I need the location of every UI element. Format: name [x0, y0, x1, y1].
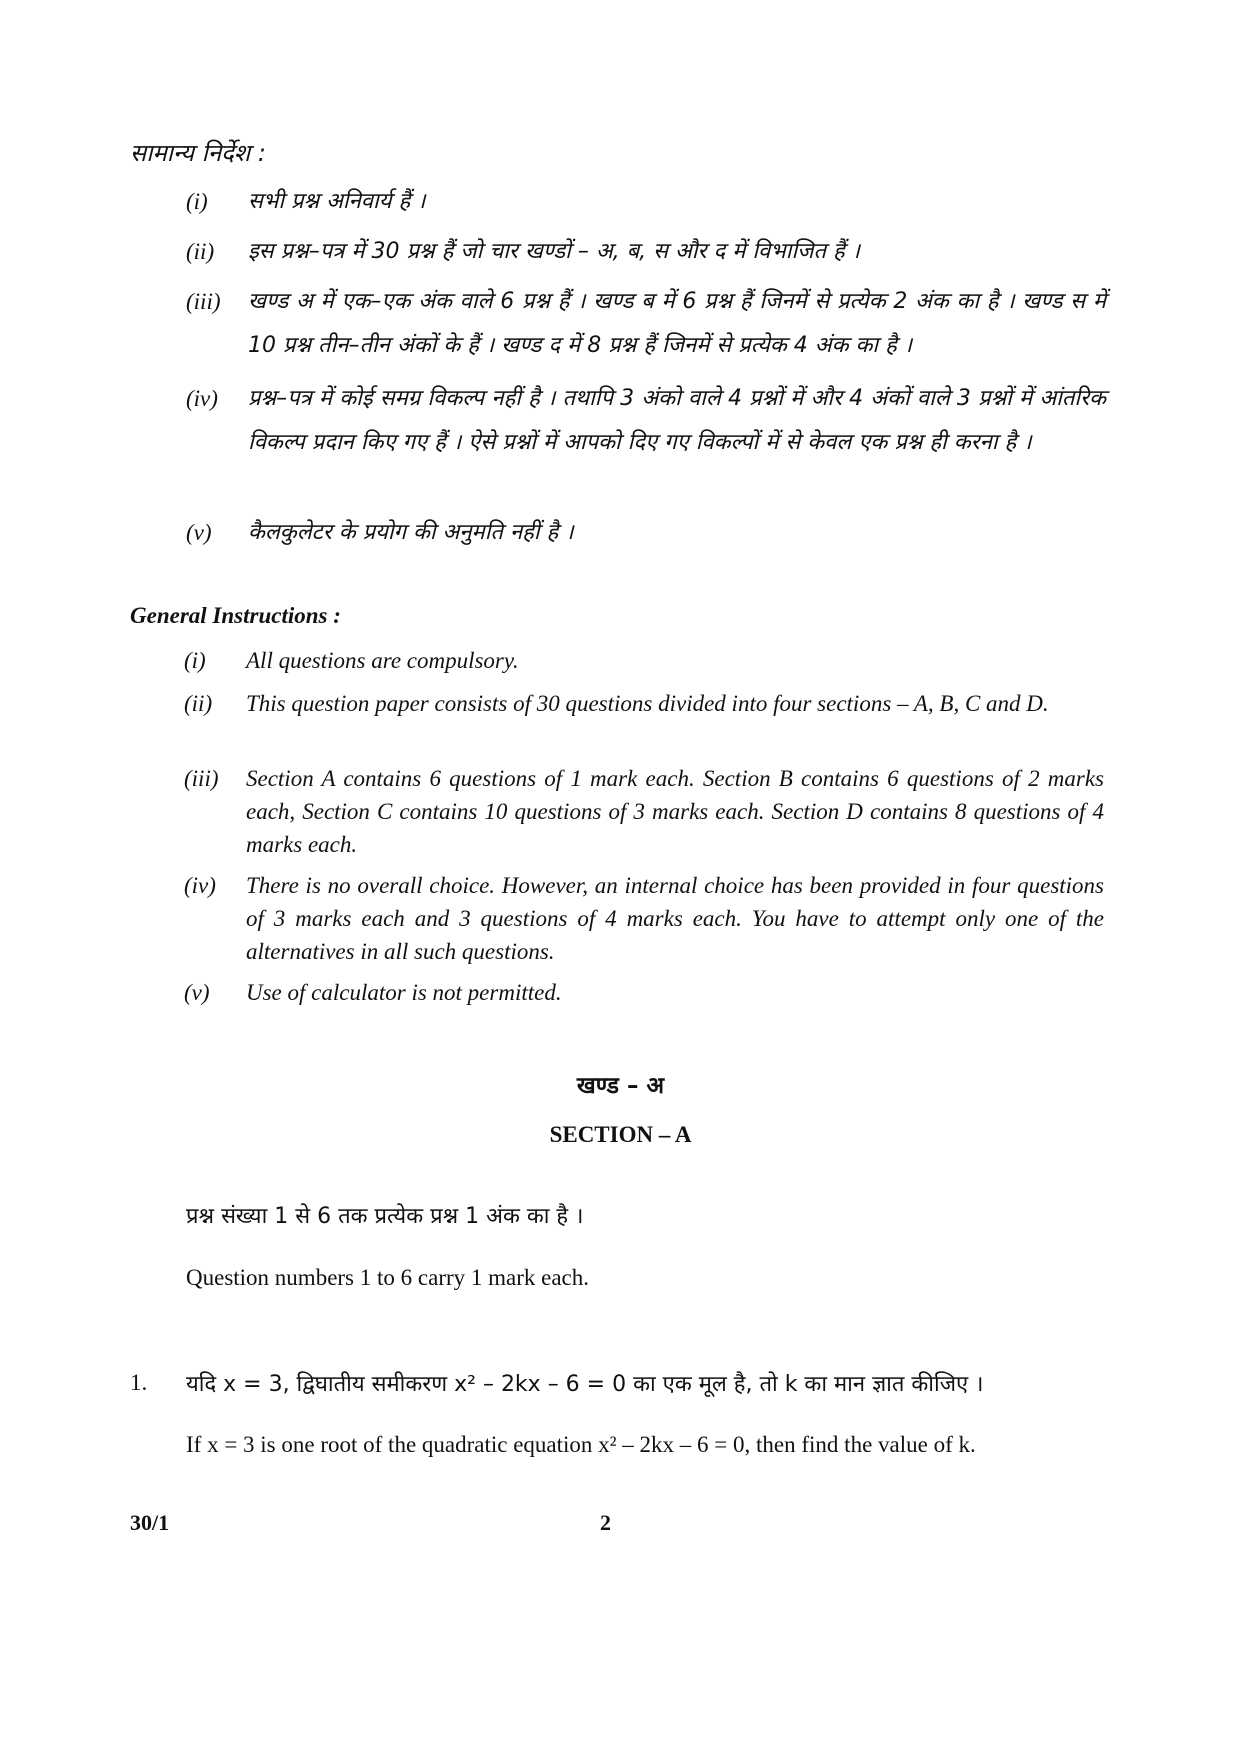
item-number: (iv) — [184, 873, 216, 898]
item-text: This question paper consists of 30 questions divided into four sections – A, B, C and D. — [246, 691, 1049, 716]
section-title-english: SECTION – A — [549, 1122, 692, 1147]
question-text-hindi: यदि x = 3, द्विघातीय समीकरण x² – 2kx – 6 = 0 का एक मूल है, तो k का मान ज्ञात कीजिए । — [186, 1372, 984, 1397]
item-number: (iv) — [186, 386, 218, 411]
question-number: 1. — [130, 1370, 148, 1395]
english-instruction-item — [184, 976, 1104, 1009]
hindi-instruction-item — [186, 511, 1106, 555]
item-text: सभी प्रश्न अनिवार्य हैं । — [248, 189, 426, 214]
english-instruction-item — [184, 644, 1104, 677]
item-number: (v) — [186, 520, 212, 545]
item-text: Section A contains 6 questions of 1 mark each. Section B contains 6 questions of 2 marks each, Section C contains 10 questions of 3 marks each. Section D contains 8 questions of 4 marks each. — [246, 766, 1104, 857]
page-number: 2 — [600, 1510, 611, 1535]
section-title-hindi: खण्ड – अ — [576, 1073, 665, 1099]
item-text: There is no overall choice. However, an internal choice has been provided in four questions of 3 marks each and 3 questions of 4 marks each. You have to attempt only one of the alternatives in all such questions. — [246, 873, 1104, 964]
item-text: कैलकुलेटर के प्रयोग की अनुमति नहीं है । — [248, 520, 574, 545]
item-number: (ii) — [184, 691, 213, 716]
hindi-instruction-item — [186, 230, 1106, 274]
paper-code: 30/1 — [130, 1510, 170, 1535]
item-number: (iii) — [186, 289, 221, 314]
english-instruction-item — [184, 762, 1104, 861]
item-number: (v) — [184, 980, 210, 1005]
english-instructions-heading: General Instructions : — [130, 603, 341, 628]
item-text: इस प्रश्न–पत्र में 30 प्रश्न हैं जो चार खण्डों – अ, ब, स और द में विभाजित हैं । — [248, 239, 861, 264]
question-text-english: If x = 3 is one root of the quadratic equation x² – 2kx – 6 = 0, then find the value of k. — [186, 1432, 976, 1457]
item-number: (ii) — [186, 239, 215, 264]
item-text: Use of calculator is not permitted. — [246, 980, 562, 1005]
hindi-instruction-item — [186, 377, 1106, 465]
english-instruction-item — [184, 869, 1104, 968]
hindi-instructions-heading: सामान्य निर्देश : — [130, 139, 266, 167]
hindi-instruction-item — [186, 280, 1106, 368]
item-number: (iii) — [184, 766, 219, 791]
section-note-hindi: प्रश्न संख्या 1 से 6 तक प्रत्येक प्रश्न 1 अंक का है । — [186, 1204, 584, 1229]
item-text: खण्ड अ में एक–एक अंक वाले 6 प्रश्न हैं । खण्ड ब में 6 प्रश्न हैं जिनमें से प्रत्येक 2 अंक का है । खण्ड स में 10 प्रश्न तीन–तीन अंकों के हैं । खण्ड द में 8 प्रश्न हैं जिनमें से प्रत्येक 4 अंक का है । — [248, 289, 1106, 358]
english-instruction-item — [184, 687, 1104, 720]
item-number: (i) — [186, 189, 208, 214]
item-text: प्रश्न–पत्र में कोई समग्र विकल्प नहीं है । तथापि 3 अंको वाले 4 प्रश्नों में और 4 अंकों वाले 3 प्रश्नों में आंतरिक विकल्प प्रदान किए गए हैं । ऐसे प्रश्नों में आपको दिए गए विकल्पों में से केवल एक प्रश्न ही करना है । — [248, 386, 1106, 455]
item-text: All questions are compulsory. — [246, 648, 519, 673]
item-number: (i) — [184, 648, 206, 673]
section-note-english: Question numbers 1 to 6 carry 1 mark each. — [186, 1265, 590, 1290]
hindi-instruction-item — [186, 180, 1106, 224]
